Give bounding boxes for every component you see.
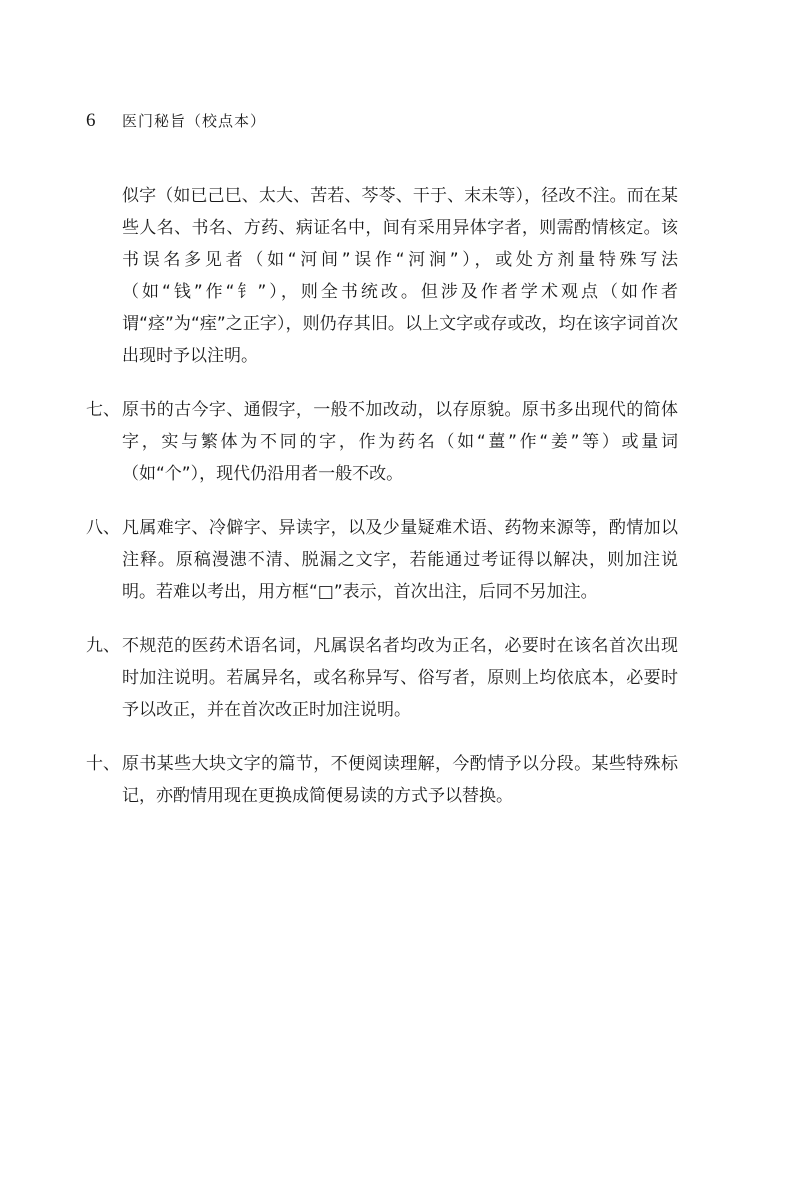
page-number: 6 [86, 110, 96, 131]
item-text: 凡属难字、冷僻字、异读字，以及少量疑难术语、药物来源等，酌情加以注释。原稿漫漶不清、脱漏之文字，若能通过考证得以解决，则加注说明。若难以考出，用方框“□”表示，首次出注，后同不另加注。 [122, 518, 678, 602]
item-number: 七、 [86, 400, 120, 420]
page-header [86, 110, 266, 134]
item-number: 十、 [86, 754, 120, 774]
list-item-10 [86, 748, 678, 812]
list-item-9 [86, 630, 678, 726]
list-item-7 [86, 394, 678, 490]
list-item-8 [86, 512, 678, 608]
page-body [86, 180, 678, 812]
continued-paragraph: 似字（如已己巳、太大、苦若、芩苓、干于、末未等），径改不注。而在某些人名、书名、方药、病证名中，间有采用异体字者，则需酌情核定。该书误名多见者（如“河间”误作“河涧”），或处方剂量特殊写法（如“钱”作“钅”），则全书统改。但涉及作者学术观点（如作者谓“痉”为“痓”之正字），则仍存其旧。以上文字或存或改，均在该字词首次出现时予以注明。 [122, 186, 678, 366]
item-text: 不规范的医药术语名词，凡属误名者均改为正名，必要时在该名首次出现时加注说明。若属异名，或名称异写、俗写者，原则上均依底本，必要时予以改正，并在首次改正时加注说明。 [122, 636, 678, 720]
item-text: 原书某些大块文字的篇节，不便阅读理解，今酌情予以分段。某些特殊标记，亦酌情用现在更换成简便易读的方式予以替换。 [122, 754, 678, 806]
running-title: 医门秘旨（校点本） [122, 112, 267, 130]
item-number: 八、 [86, 518, 120, 538]
item-number: 九、 [86, 636, 120, 656]
item-text: 原书的古今字、通假字，一般不加改动，以存原貌。原书多出现代的简体字，实与繁体为不同的字，作为药名（如“薑”作“姜”等）或量词（如“个”），现代仍沿用者一般不改。 [122, 400, 678, 484]
